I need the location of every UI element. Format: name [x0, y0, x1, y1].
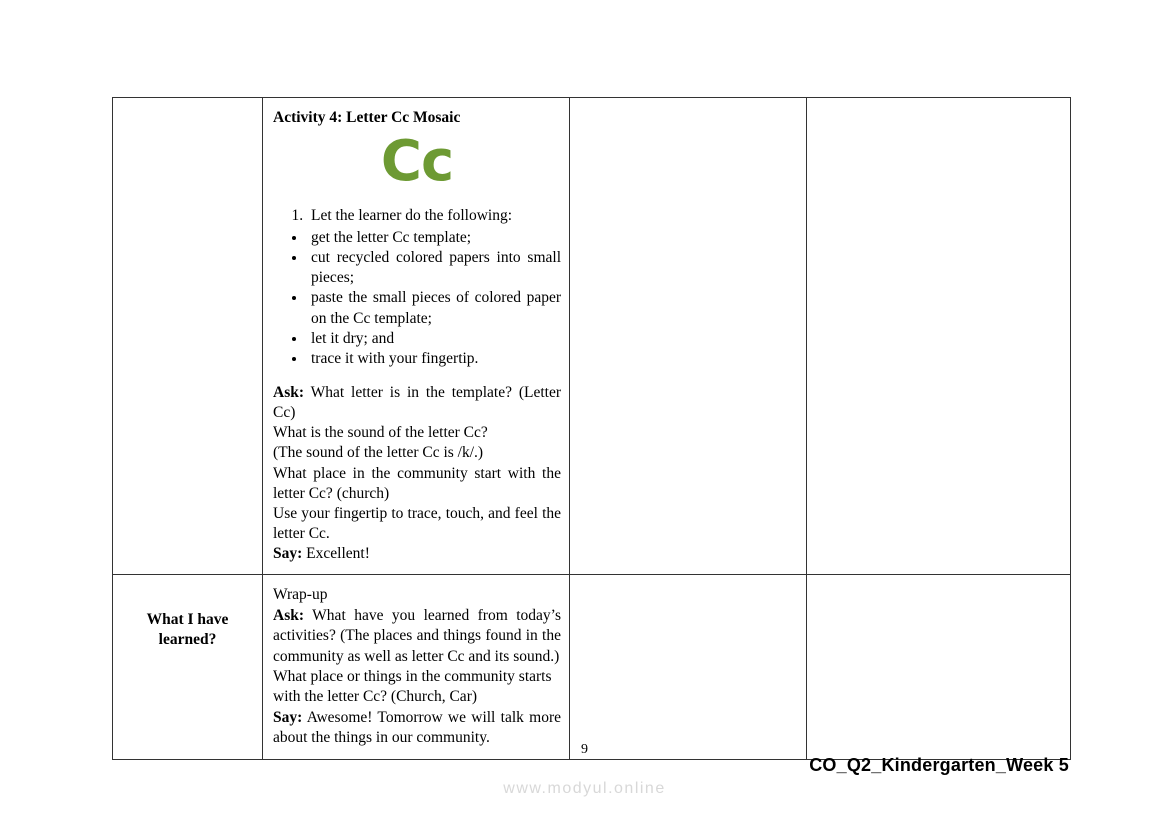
page-number: 9	[581, 742, 588, 757]
list-item: • trace it with your fingertip.	[307, 349, 561, 369]
list-item: • let it dry; and	[307, 329, 561, 349]
list-item: • get the letter Cc template;	[307, 228, 561, 248]
row1-col-a-cell	[113, 98, 263, 575]
ask-label: Ask:	[273, 606, 305, 624]
list-item: 1. Let the learner do the following:	[307, 206, 561, 226]
row1-col-c-cell	[570, 98, 807, 575]
say-text: Awesome! Tomorrow we will talk more about the things in our community.	[273, 708, 561, 747]
answer-line: (The sound of the letter Cc is /k/.)	[273, 444, 484, 462]
wrapup-heading: Wrap-up	[273, 586, 328, 604]
row2-col-c-text	[570, 575, 806, 595]
lesson-plan-table	[112, 97, 1071, 760]
say-paragraph	[273, 544, 561, 564]
activity-bullet-list	[273, 228, 561, 369]
row2-col-d-cell	[807, 575, 1071, 760]
instruction-line: Use your fingertip to trace, touch, and feel the letter Cc.	[273, 504, 561, 542]
list-item: • cut recycled colored papers into small pieces;	[307, 248, 561, 288]
question-line: What is the sound of the letter Cc?	[273, 424, 488, 442]
row1-col-a-text	[113, 98, 262, 118]
ask-text: What letter is in the template? (Letter Cc)	[273, 383, 561, 422]
row1-activity-cell	[263, 98, 570, 575]
ask-label: Ask:	[273, 383, 305, 401]
say-label: Say:	[273, 708, 303, 726]
say-text: Excellent!	[302, 545, 370, 563]
activity-title: Activity 4: Letter Cc Mosaic	[273, 109, 461, 126]
row2-wrapup-cell	[263, 575, 570, 760]
letter-cc-text: Cc	[380, 128, 454, 194]
ask-text: What have you learned from today’s activities? (The places and things found in the community as well as letter Cc and its sound.)	[273, 606, 561, 665]
row1-col-c-text	[570, 98, 806, 118]
table-row	[113, 98, 1071, 575]
wrapup-question: What place or things in the community starts with the letter Cc? (Church, Car)	[273, 668, 552, 706]
wrapup-ask-paragraph	[273, 606, 561, 667]
row2-col-d-text	[807, 575, 1070, 595]
row1-col-d-cell	[807, 98, 1071, 575]
say-label: Say:	[273, 545, 303, 563]
watermark: www.modyul.online	[503, 780, 666, 797]
footer-module-code: CO_Q2_Kindergarten_Week 5	[809, 755, 1069, 775]
spacer	[273, 369, 561, 383]
question-line-2: What place in the community start with the letter Cc? (church)	[273, 464, 561, 502]
list-item: • paste the small pieces of colored paper on the Cc template;	[307, 288, 561, 328]
ask-question-paragraph	[273, 383, 561, 423]
letter-cc-graphic	[273, 128, 561, 194]
what-i-have-learned-label: What I have learned?	[146, 611, 229, 649]
activity-numbered-list	[273, 206, 561, 226]
row2-label-cell	[113, 575, 263, 760]
row2-col-c-cell	[570, 575, 807, 760]
row1-col-d-text	[807, 98, 1070, 118]
table-row	[113, 575, 1071, 760]
